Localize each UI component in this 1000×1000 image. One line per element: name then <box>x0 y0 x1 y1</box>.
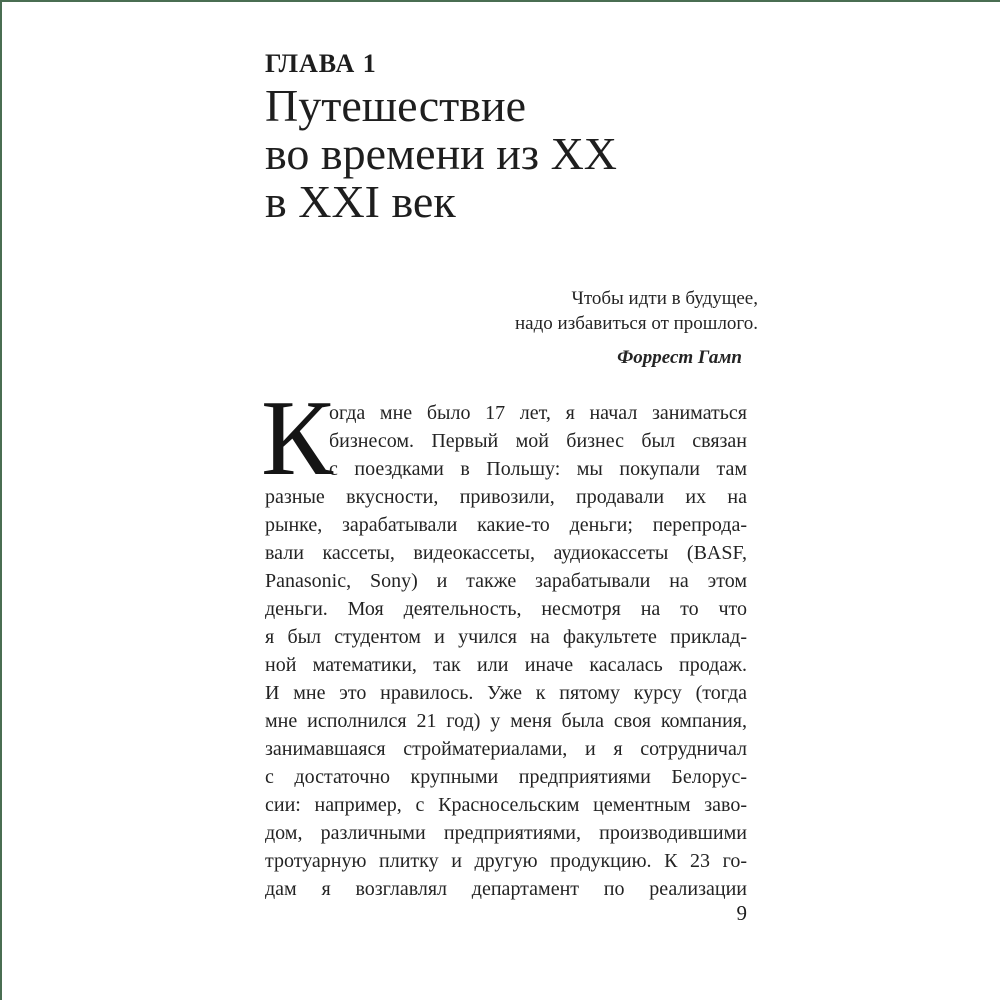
body-line: бизнесом. Первый мой бизнес был связан <box>329 430 747 452</box>
body-line: ной математики, так или иначе касалась продаж. <box>265 654 747 676</box>
epigraph-line: надо избавиться от прошлого. <box>515 313 758 334</box>
body-paragraph <box>261 379 747 903</box>
body-line: рынке, зарабатывали какие-то деньги; перепрода- <box>265 514 747 536</box>
epigraph-line: Чтобы идти в будущее, <box>571 288 758 309</box>
body-line: Panasonic, Sony) и также зарабатывали на этом <box>265 570 747 592</box>
chapter-title-line: в XXI век <box>265 176 456 227</box>
chapter-title-line: Путешествие <box>265 80 526 131</box>
body-line: я был студентом и учился на факультете приклад- <box>265 626 747 648</box>
body-line: И мне это нравилось. Уже к пятому курсу (тогда <box>265 682 747 704</box>
body-line: тротуарную плитку и другую продукцию. К 23 го- <box>265 850 747 872</box>
body-line: сии: например, с Красносельским цементным заво- <box>265 794 747 816</box>
chapter-title <box>265 82 747 226</box>
body-line: огда мне было 17 лет, я начал заниматься <box>329 402 747 424</box>
body-line: дом, различными предприятиями, производившими <box>265 822 747 844</box>
text-block <box>261 49 758 903</box>
body-line: занимавшаяся стройматериалами, и я сотрудничал <box>265 738 747 760</box>
body-line: разные вкусности, привозили, продавали их на <box>265 486 747 508</box>
body-line: с поездками в Польшу: мы покупали там <box>329 458 747 480</box>
page-number: 9 <box>736 901 747 925</box>
body-line: мне исполнился 21 год) у меня была своя компания, <box>265 710 747 732</box>
chapter-title-line: во времени из XX <box>265 128 618 179</box>
epigraph-attribution: Форрест Гамп <box>617 347 742 368</box>
body-line: с достаточно крупными предприятиями Белорус- <box>265 766 747 788</box>
chapter-label: ГЛАВА 1 <box>265 49 377 78</box>
body-line: вали кассеты, видеокассеты, аудиокассеты (BASF, <box>265 542 747 564</box>
body-line: деньги. Моя деятельность, несмотря на то что <box>265 598 747 620</box>
body-line: дам я возглавлял департамент по реализации <box>265 878 747 900</box>
epigraph <box>265 286 758 370</box>
body-lines <box>265 399 747 903</box>
drop-cap: К <box>261 379 334 498</box>
